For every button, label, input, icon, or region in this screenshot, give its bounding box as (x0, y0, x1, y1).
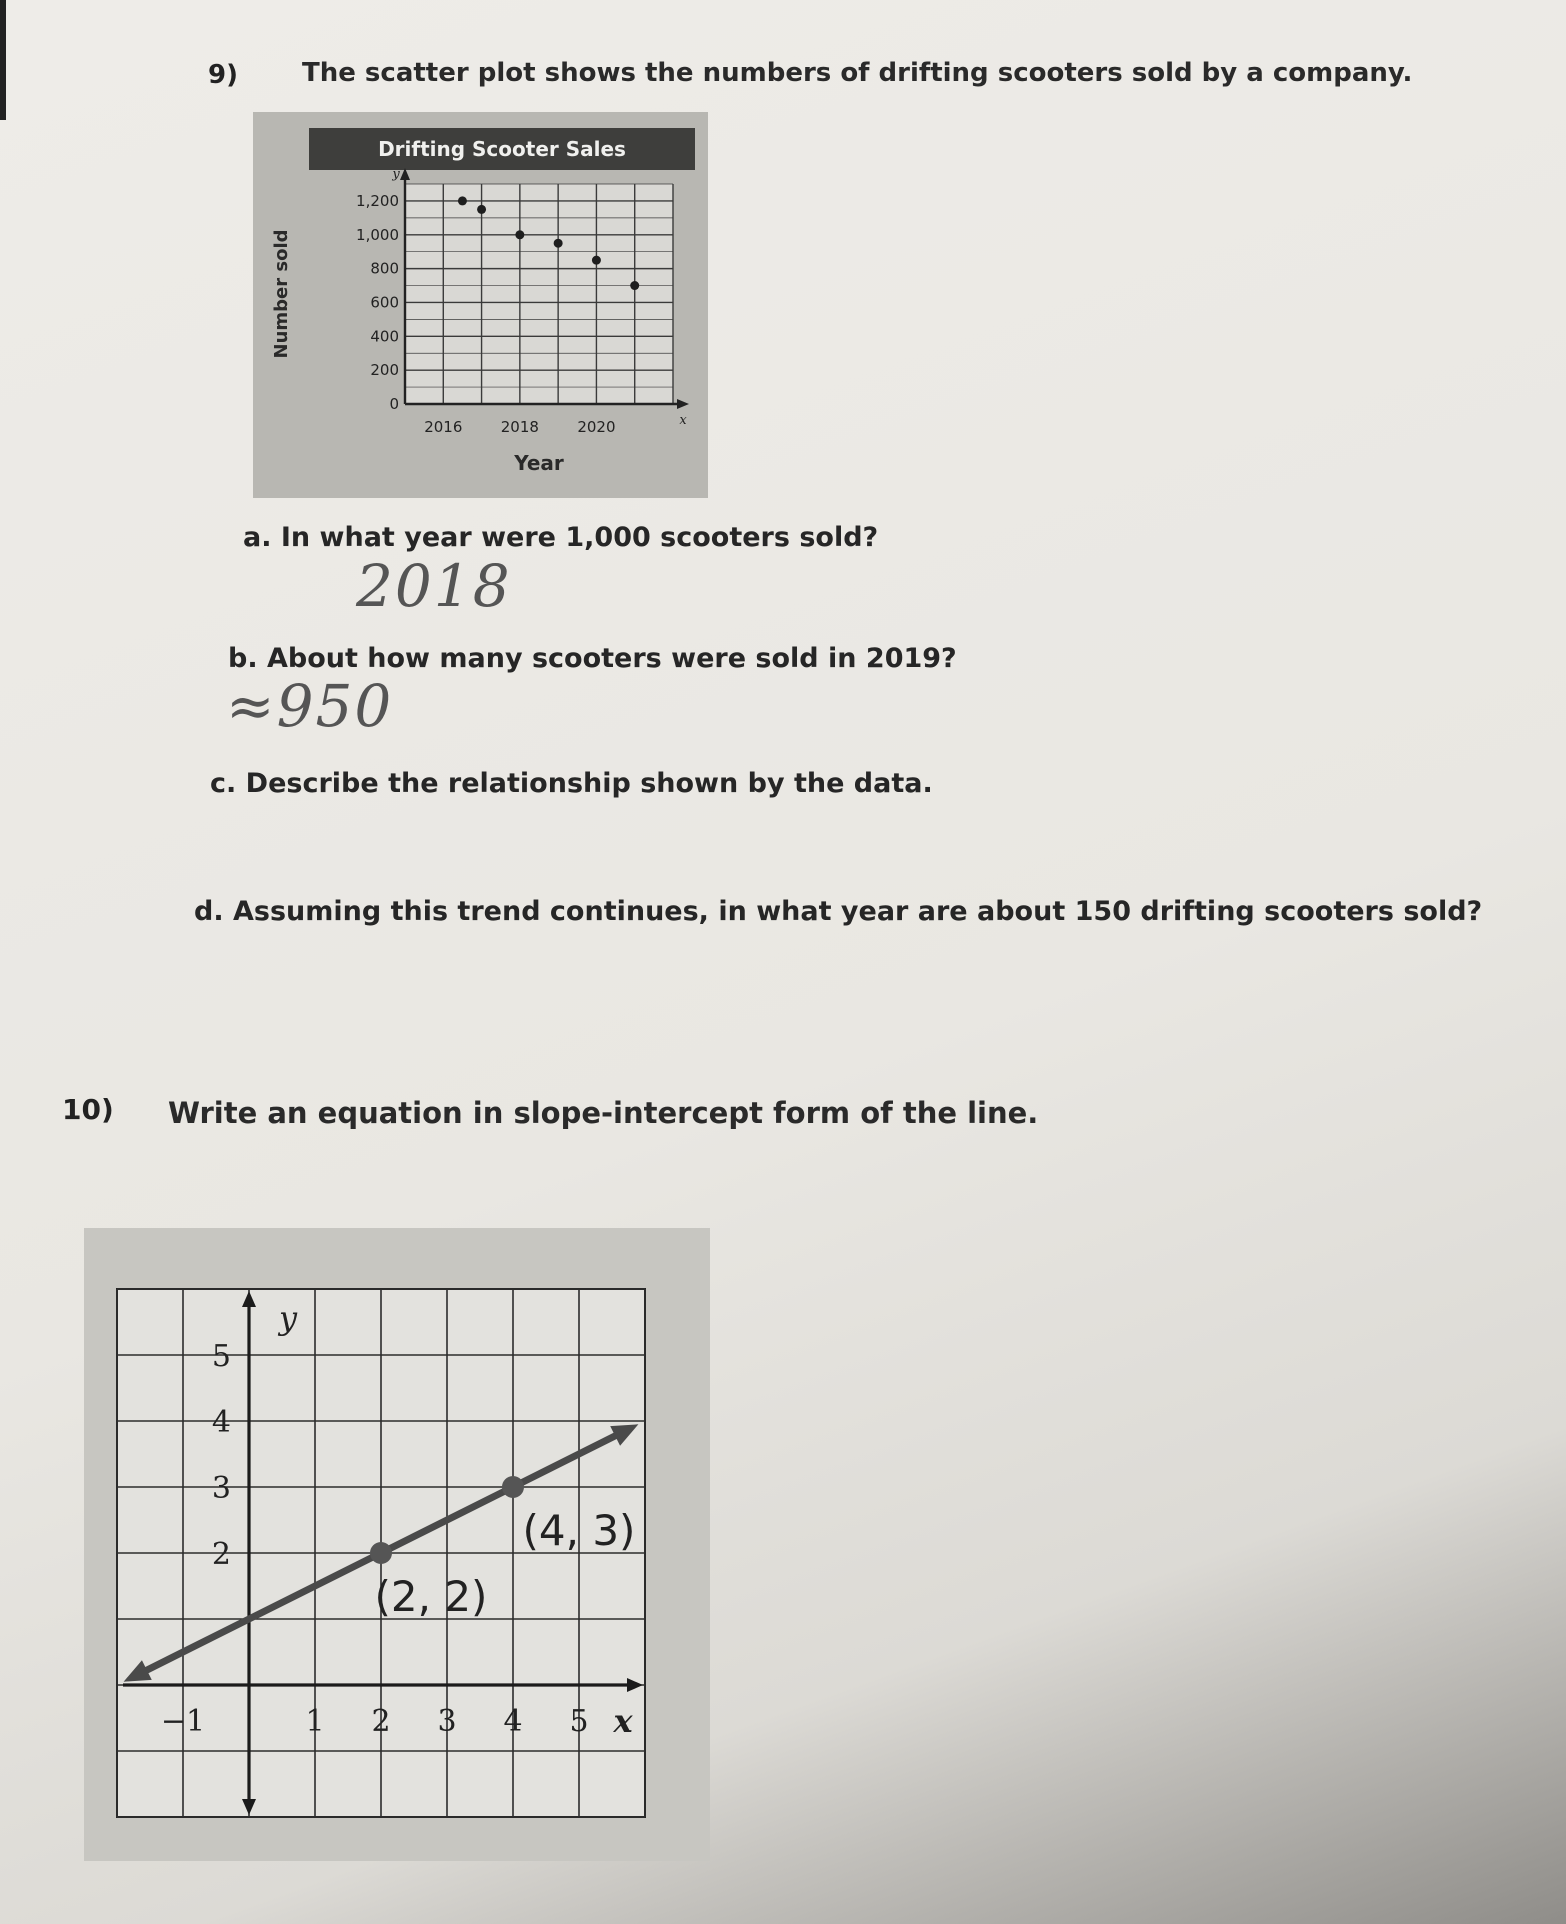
line-y-tick-label: 3 (211, 1471, 231, 1506)
line-point-label: (2, 2) (374, 1572, 488, 1621)
scatter-x-tick-label: 2018 (500, 418, 539, 436)
scatter-y-tick-label: 400 (370, 327, 399, 346)
scatter-point (515, 230, 524, 239)
scatter-x-tick-label: 2016 (424, 418, 463, 436)
line-x-var-label: x (613, 1702, 633, 1740)
line-x-tick-label: 3 (437, 1704, 457, 1739)
question-10-number: 10) (62, 1093, 114, 1126)
line-point-label: (4, 3) (522, 1506, 636, 1555)
page-edge-mark (0, 0, 18, 120)
line-y-var-label: y (279, 1299, 298, 1337)
question-9-text: The scatter plot shows the numbers of drifting scooters sold by a company. (302, 58, 1413, 88)
line-y-tick-label: 5 (211, 1339, 231, 1374)
scatter-y-axis-arrow (400, 168, 410, 180)
question-10-text: Write an equation in slope-intercept form of the line. (168, 1096, 1039, 1130)
line-x-tick-label: 5 (569, 1704, 589, 1739)
scatter-point (458, 196, 467, 205)
scatter-y-tick-label: 1,000 (356, 225, 399, 244)
scatter-point (592, 256, 601, 265)
scatter-y-tick-label: 1,200 (356, 191, 399, 210)
scatter-x-tick-label: 2020 (577, 418, 616, 436)
scatter-x-axis-arrow (677, 399, 689, 409)
scatter-point (477, 205, 486, 214)
scatter-plot-title: Drifting Scooter Sales (309, 128, 695, 170)
line-y-tick-label: 2 (211, 1537, 231, 1572)
scatter-y-tick-label: 600 (370, 293, 399, 312)
question-9d: d. Assuming this trend continues, in what year are about 150 drifting scooters sold? (194, 896, 1483, 927)
line-point (502, 1476, 524, 1498)
scatter-y-tick-label: 200 (370, 361, 399, 380)
scatter-y-tick-label: 0 (389, 395, 399, 413)
scatter-plot-area (405, 184, 673, 404)
line-graph-panel (84, 1228, 710, 1861)
scatter-x-axis-label: Year (514, 451, 564, 475)
scatter-point (554, 239, 563, 248)
question-9b: b. About how many scooters were sold in 2019? (228, 643, 957, 674)
answer-9a: 2018 (356, 552, 512, 620)
scatter-y-axis-label: Number sold (271, 229, 292, 359)
line-point (370, 1542, 392, 1564)
question-9c: c. Describe the relationship shown by the data. (210, 768, 933, 799)
line-x-tick-label: −1 (160, 1704, 206, 1739)
line-x-tick-label: 2 (371, 1704, 391, 1739)
line-x-tick-label: 4 (503, 1704, 523, 1739)
scatter-y-var-label: y (392, 167, 400, 182)
scatter-y-tick-label: 800 (370, 259, 399, 278)
scatter-x-var-label: x (679, 413, 687, 428)
scatter-plot (253, 112, 708, 498)
line-y-tick-label: 4 (211, 1405, 231, 1440)
answer-9b: ≈950 (226, 672, 394, 740)
scatter-point (630, 281, 639, 290)
question-9a: a. In what year were 1,000 scooters sold? (243, 522, 879, 553)
line-graph (84, 1228, 710, 1861)
scatter-plot-panel (253, 112, 708, 498)
line-x-tick-label: 1 (305, 1704, 325, 1739)
question-9-number: 9) (208, 60, 238, 90)
